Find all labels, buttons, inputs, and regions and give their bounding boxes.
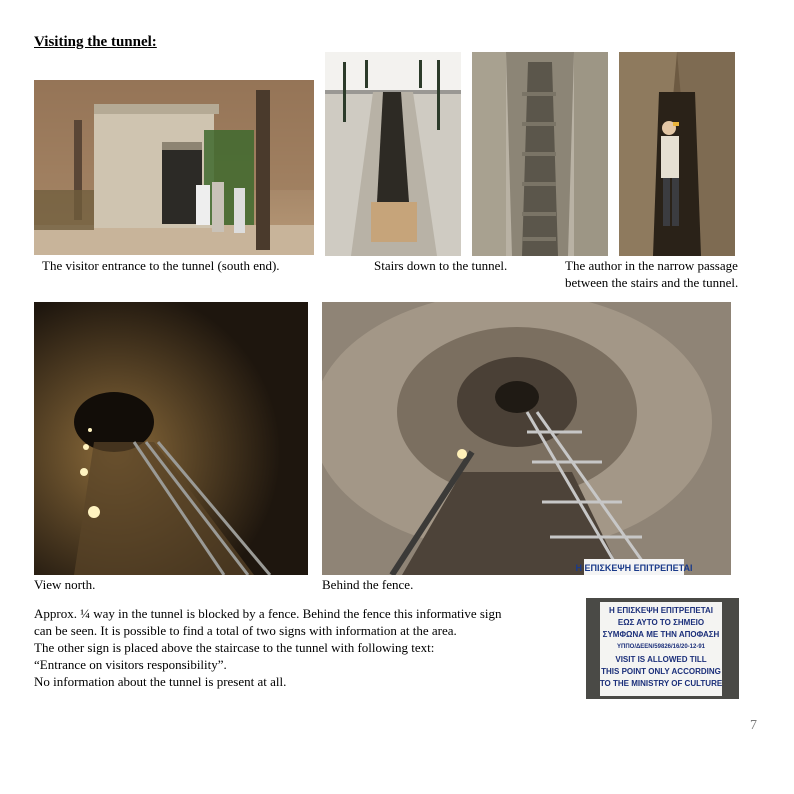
author-caption-line-2: between the stairs and the tunnel. [565,275,739,290]
view-north-caption: View north. [34,577,96,592]
fence-sign-text: Η ΕΠΙΣΚΕΨΗ ΕΠΙΤΡΕΠΕΤΑΙ [575,563,693,573]
body-paragraph [34,605,502,690]
entrance-caption: The visitor entrance to the tunnel (south end). [42,258,280,273]
body-line: can be seen. It is possible to find a total of two signs with information at the area. [34,623,457,638]
behind-fence-photo [322,302,731,575]
sign-line: VISIT IS ALLOWED TILL [615,655,707,664]
entrance-photo [34,80,314,255]
stairs-caption: Stairs down to the tunnel. [374,258,508,273]
sign-line: ΥΠΠΟ/ΔΕΕΝ/59826/16/20-12-91 [616,644,706,650]
view-north-photo [34,302,308,575]
stairs-top-photo [325,52,461,256]
page-number: 7 [750,718,757,733]
stairs-down-photo [472,52,608,256]
section-heading: Visiting the tunnel: [34,34,157,50]
body-line: “Entrance on visitors responsibility”. [34,657,227,672]
sign-closeup-photo [586,598,739,699]
sign-line: ΣΥΜΦΩΝΑ ΜΕ ΤΗΝ ΑΠΟΦΑΣΗ [602,630,720,639]
sign-line: ΕΩΣ ΑΥΤΟ ΤΟ ΣΗΜΕΙΟ [617,618,705,627]
sign-line: THIS POINT ONLY ACCORDING [601,667,721,676]
behind-fence-caption: Behind the fence. [322,577,414,592]
body-line: No information about the tunnel is present at all. [34,674,287,689]
body-line: Approx. ¼ way in the tunnel is blocked by a fence. Behind the fence this informative sign [34,606,502,621]
sign-line: Η ΕΠΙΣΚΕΨΗ ΕΠΙΤΡΕΠΕΤΑΙ [608,606,714,615]
author-caption-line-1: The author in the narrow passage [565,258,738,273]
author-photo [619,52,735,256]
body-line: The other sign is placed above the staircase to the tunnel with following text: [34,640,435,655]
sign-line: TO THE MINISTRY OF CULTURE [599,679,723,688]
